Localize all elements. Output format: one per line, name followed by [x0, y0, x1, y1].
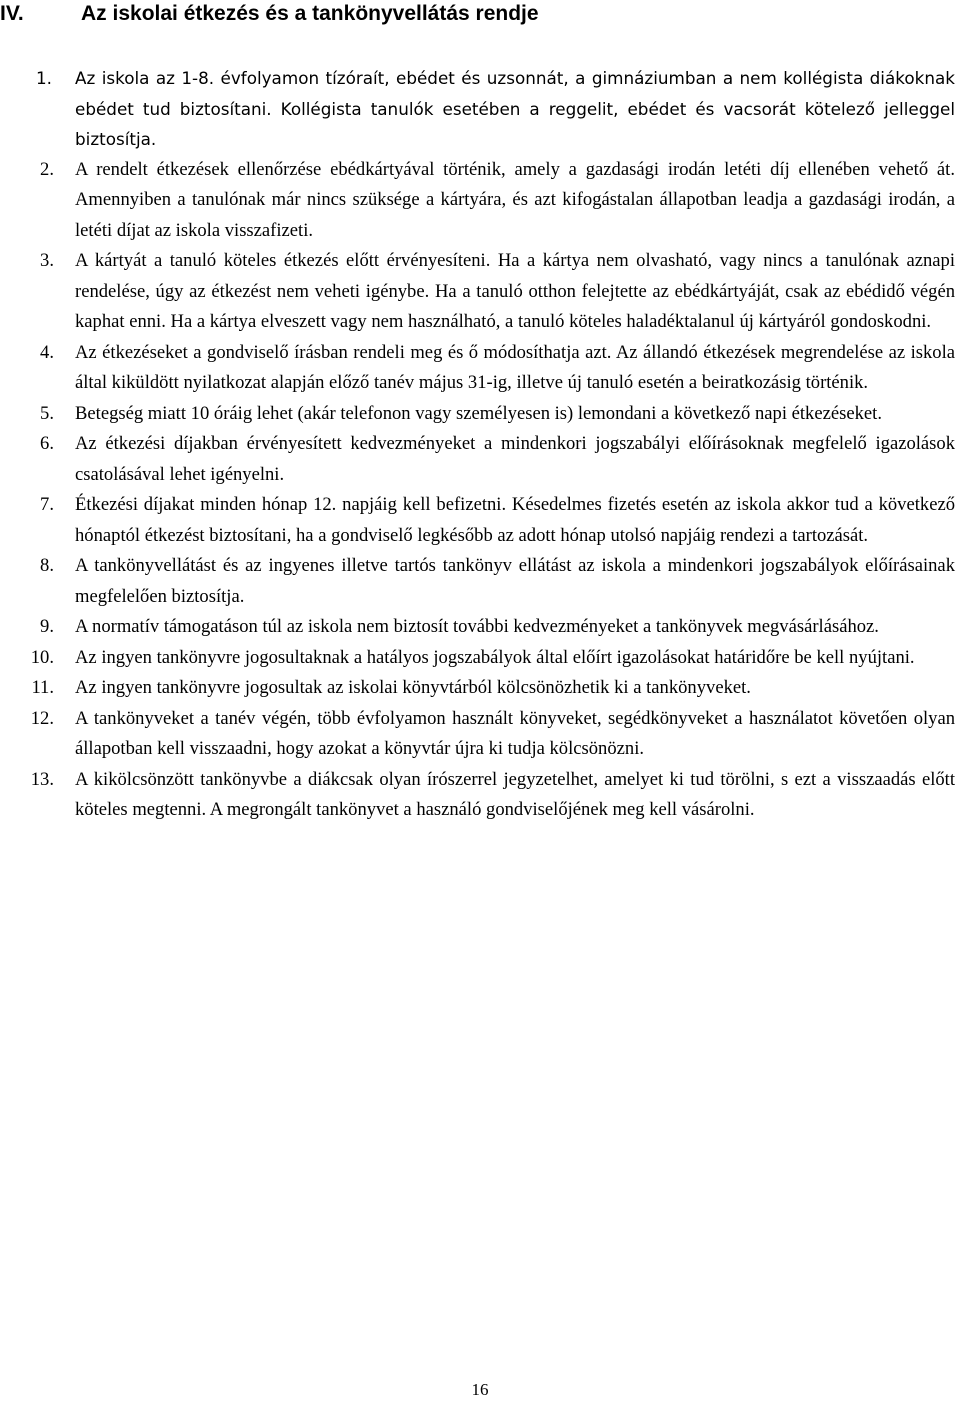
list-item-text: A tankönyveket a tanév végén, több évfolyamon használt könyveket, segédkönyveket a használatot követően olyan állapotban kell visszaadni, hogy azokat a könyvtár újra ki tudja kölcsönözni.: [75, 707, 955, 759]
list-item: [0, 429, 955, 490]
list-item-number: 10.: [30, 646, 54, 668]
section-number: IV.: [0, 2, 24, 25]
list-item-number: 5.: [40, 402, 54, 424]
list-item: [0, 338, 955, 399]
list-item-number: 11.: [31, 677, 54, 698]
list-item-text: Az ingyen tankönyvre jogosultaknak a hatályos jogszabályok által előírt igazolásokat határidőre be kell nyújtani.: [75, 646, 915, 668]
list-item-text: A kikölcsönzött tankönyvbe a diákcsak olyan írószerrel jegyzetelhet, amelyet ki tud törölni, s ezt a visszaadás előtt köteles megtenni. A megrongált tankönyvet a használó gondviselőjének meg kell vásárolni.: [75, 768, 955, 820]
list-item-text: Étkezési díjakat minden hónap 12. napjáig kell befizetni. Késedelmes fizetés esetén az iskola akkor tud a következő hónaptól étkezést biztosítani, ha a gondviselő legkésőbb az adott hónap utolsó napjáig rendezi a tartozását.: [75, 494, 955, 546]
list-item-number: 8.: [40, 555, 54, 576]
section-title: Az iskolai étkezés és a tankönyvellátás rendje: [81, 2, 539, 25]
list-item: [0, 673, 955, 704]
list-item: [0, 399, 955, 430]
list-item: [0, 63, 955, 155]
list-item: [0, 643, 955, 674]
list-item-text: Az ingyen tankönyvre jogosultak az iskolai könyvtárból kölcsönözhetik ki a tankönyveket.: [75, 677, 751, 698]
list-item-text: Betegség miatt 10 óráig lehet (akár telefonon vagy személyesen is) lemondani a következő napi étkezéseket.: [75, 402, 882, 424]
list-item-number: 13.: [30, 768, 54, 790]
list-item-number: 4.: [40, 341, 54, 363]
list-item-text: A normatív támogatáson túl az iskola nem biztosít további kedvezményeket a tankönyvek megvásárlásához.: [75, 616, 879, 637]
list-item-text: Az iskola az 1-8. évfolyamon tízóraít, ebédet és uzsonnát, a gimnáziumban a nem kollégista diákoknak ebédet tud biztosítani. Kollégista tanulók esetében a reggelit, ebédet és vacsorát kötelező jelleggel biztosítja.: [75, 68, 955, 149]
list-item: [0, 704, 955, 765]
list-item-number: 6.: [40, 433, 54, 454]
list-item-text: Az étkezéseket a gondviselő írásban rendeli meg és ő módosíthatja azt. Az állandó étkezések megrendelése az iskola által kiküldött nyilatkozat alapján előző tanév május 31-ig, illetve új tanuló esetén a beiratkozásig történik.: [75, 341, 955, 393]
list-item: [0, 765, 955, 826]
list-item-number: 1.: [35, 68, 52, 88]
list-item-text: A rendelt étkezések ellenőrzése ebédkártyával történik, amely a gazdasági irodán letéti díj ellenében vehető át. Amennyiben a tanulónak már nincs szüksége a kártyára, és azt kifogástalan állapotban leadja a gazdasági irodán, a letéti díjat az iskola visszafizeti.: [75, 158, 955, 241]
list-item-text: A kártyát a tanuló köteles étkezés előtt érvényesíteni. Ha a kártya nem olvasható, vagy nincs a tanulónak aznapi rendelése, úgy az étkezést nem veheti igénybe. Ha a tanuló otthon felejtette az ebédkártyáját, csak az ebédidő végén kaphat enni. Ha a kártya elveszett vagy nem használható, a tanuló köteles haladéktalanul új kártyáról gondoskodni.: [75, 250, 955, 332]
list-item-text: A tankönyvellátást és az ingyenes illetve tartós tankönyv ellátást az iskola a mindenkori jogszabályok előírásainak megfelelően biztosítja.: [75, 555, 955, 607]
list-item-number: 7.: [40, 494, 54, 515]
list-item-number: 12.: [30, 707, 54, 729]
list-item: [0, 490, 955, 551]
section-heading: [0, 0, 960, 32]
list-item: [0, 551, 955, 612]
list-item: [0, 246, 955, 338]
rules-list: [0, 63, 960, 826]
list-item: [0, 155, 955, 247]
list-item-number: 2.: [40, 158, 54, 180]
list-item-number: 9.: [40, 616, 54, 637]
list-item-number: 3.: [40, 250, 54, 271]
list-item: [0, 612, 955, 643]
page-number: 16: [471, 1380, 489, 1399]
list-item-text: Az étkezési díjakban érvényesített kedvezményeket a mindenkori jogszabályi előírásoknak megfelelő igazolások csatolásával lehet igényelni.: [75, 433, 955, 485]
